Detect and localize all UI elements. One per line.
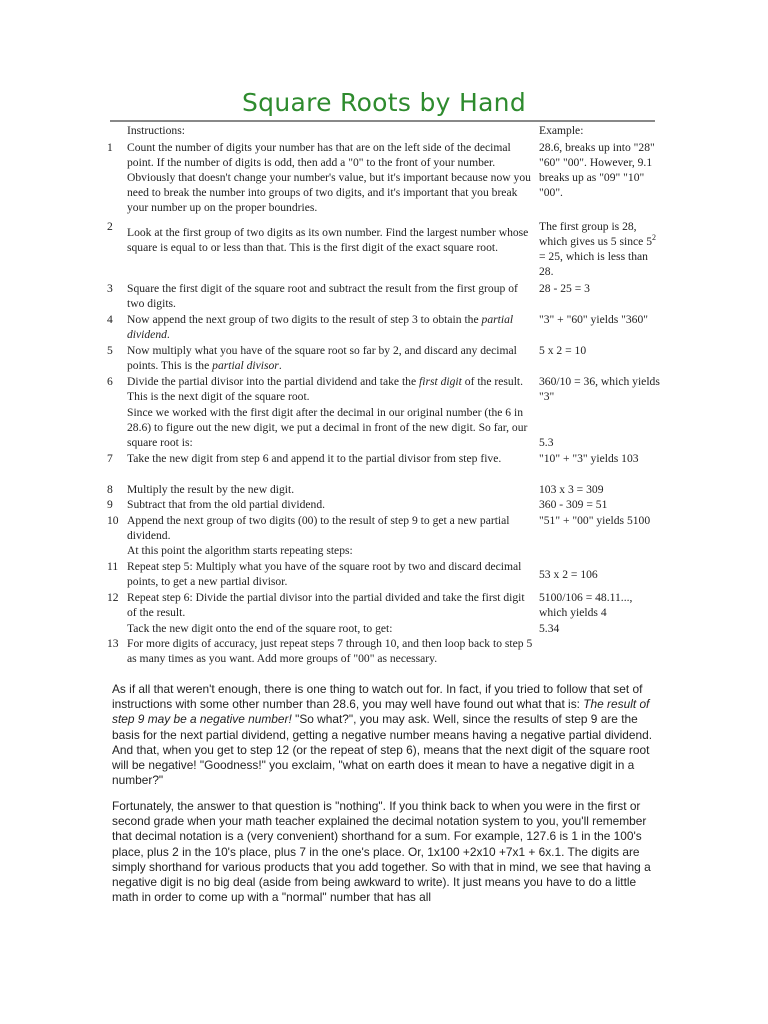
table-row — [107, 559, 662, 590]
step-example: 28 - 25 = 3 — [539, 282, 590, 295]
table-row — [107, 374, 662, 405]
step-example: The first group is 28, which gives us 5 since $5^2 = 25$, which is less than 28. — [539, 220, 657, 278]
table-row — [107, 219, 662, 281]
table-header — [107, 123, 662, 140]
step-number: 12 — [107, 591, 119, 604]
step-instruction: Since we worked with the first digit after the decimal in our original number (the 6 in 28.6) to figure out the new digit, we put a decimal in front of the new digit. So far, our square root is: — [127, 406, 528, 449]
table-row — [107, 590, 662, 621]
instructions-table — [107, 123, 662, 667]
step-instruction: Count the number of digits your number has that are on the left side of the decimal point. If the number of digits is odd, then add a "0" to the front of your number. Obviously that doesn't change your number's value, but it's important because now you need to break the number into groups of two digits, and it's important that you break your number up on the proper boundries. — [127, 141, 531, 214]
step-instruction: Append the next group of two digits (00) to the result of step 9 to get a new partial dividend. — [127, 514, 510, 542]
step-example: "10" + "3" yields 103 — [539, 452, 639, 465]
step-number: 1 — [107, 141, 113, 154]
step-instruction: Tack the new digit onto the end of the square root, to get: — [127, 622, 393, 635]
step-instruction: Now multiply what you have of the square root so far by 2, and discard any decimal points. This is the partial divisor. — [127, 344, 517, 372]
step-example: 53 x 2 = 106 — [539, 568, 598, 581]
step-instruction: Multiply the result by the new digit. — [127, 483, 295, 496]
step-number: 3 — [107, 282, 113, 295]
step-instruction: Divide the partial divisor into the partial dividend and take the first digit of the result. This is the next digit of the square root. — [127, 375, 524, 403]
step-instruction: Repeat step 5: Multiply what you have of the square root by two and discard decimal points, to get a new partial divisor. — [127, 560, 522, 588]
table-row — [107, 405, 662, 451]
page-title: Square Roots by Hand — [241, 88, 526, 117]
paragraph-negative-digits: As if all that weren't enough, there is one thing to watch out for. In fact, if you tried to follow that set of instructions with some other number than 28.6, you may well have found out what that is: The result of step 9 may be a negative number! "So what?", you may ask. Well, since the results of step 9 are the basis for the next partial dividend, getting a negative number means having a negative partial dividend. And that, when you get to step 12 (or the repeat of step 6), means that the next digit of the square root will be negative! "Goodness!" you exclaim, "what on earth does it mean to have a negative digit in a number?" — [112, 682, 653, 788]
step-example: "3" + "60" yields "360" — [539, 313, 649, 326]
step-instruction: For more digits of accuracy, just repeat steps 7 through 10, and then loop back to step 5 as many times as you want. Add more groups of "00" as necessary. — [127, 637, 533, 665]
table-row — [107, 343, 662, 374]
table-row — [107, 482, 662, 497]
step-instruction: Subtract that from the old partial dividend. — [127, 498, 326, 511]
step-number: 2 — [107, 220, 113, 233]
step-number: 4 — [107, 313, 113, 326]
step-instruction: Repeat step 6: Divide the partial divisor into the partial divided and take the first digit of the result. — [127, 591, 525, 619]
step-example: 5 x 2 = 10 — [539, 344, 587, 357]
step-example: 103 x 3 = 309 — [539, 483, 604, 496]
step-example: 5.34 — [539, 622, 560, 635]
step-instruction: Square the first digit of the square root and subtract the result from the first group of two digits. — [127, 282, 518, 310]
step-instruction: At this point the algorithm starts repeating steps: — [127, 544, 353, 557]
step-example: 28.6, breaks up into "28" "60" "00". However, 9.1 breaks up as "09" "10" "00". — [539, 141, 655, 199]
step-example: 360 - 309 = 51 — [539, 498, 608, 511]
step-number: 10 — [107, 514, 119, 527]
step-number: 8 — [107, 483, 113, 496]
step-instruction: Take the new digit from step 6 and append it to the partial divisor from step five. — [127, 452, 502, 465]
step-example: 360/10 = 36, which yields "3" — [539, 375, 660, 403]
table-row — [107, 636, 662, 667]
step-example: 5.3 — [539, 436, 554, 449]
step-number: 13 — [107, 637, 119, 650]
step-example: "51" + "00" yields 5100 — [539, 514, 651, 527]
step-number: 5 — [107, 344, 113, 357]
step-number: 7 — [107, 452, 113, 465]
step-number: 11 — [107, 560, 119, 573]
table-row — [107, 281, 662, 312]
step-number: 6 — [107, 375, 113, 388]
step-example: 5100/106 = 48.11..., which yields 4 — [539, 591, 633, 619]
step-number: 9 — [107, 498, 113, 511]
table-row — [107, 312, 662, 343]
step-instruction: Look at the first group of two digits as its own number. Find the largest number whose square is equal to or less than that. This is the first digit of the exact square root. — [127, 226, 529, 254]
title-rule — [110, 120, 655, 122]
instructions-header: Instructions: — [127, 124, 185, 137]
step-instruction: Now append the next group of two digits to the result of step 3 to obtain the partial dividend. — [127, 313, 514, 341]
table-row — [107, 451, 662, 482]
table-row — [107, 140, 662, 219]
table-row — [107, 543, 662, 559]
table-row — [107, 497, 662, 513]
paragraph-decimal-notation: Fortunately, the answer to that question is "nothing". If you think back to when you were in the first or second grade when your math teacher explained the decimal notation system to you, you'll remember that decimal notation is a (very convenient) shorthand for a sum. For example, 127.6 is 1 in the 100's place, plus 2 in the 10's place, plus 7 in the one's place. Or, 1x100 +2x10 +7x1 + 6x.1. The digits are simply shorthand for various products that you add together. So with that in mind, we see that having a negative digit is no big deal (aside from being awkward to write). It just means you have to do a little math in order to come up with a "normal" number that has all — [112, 799, 651, 905]
table-row — [107, 621, 662, 636]
table-row — [107, 513, 662, 543]
example-header: Example: — [539, 124, 584, 137]
